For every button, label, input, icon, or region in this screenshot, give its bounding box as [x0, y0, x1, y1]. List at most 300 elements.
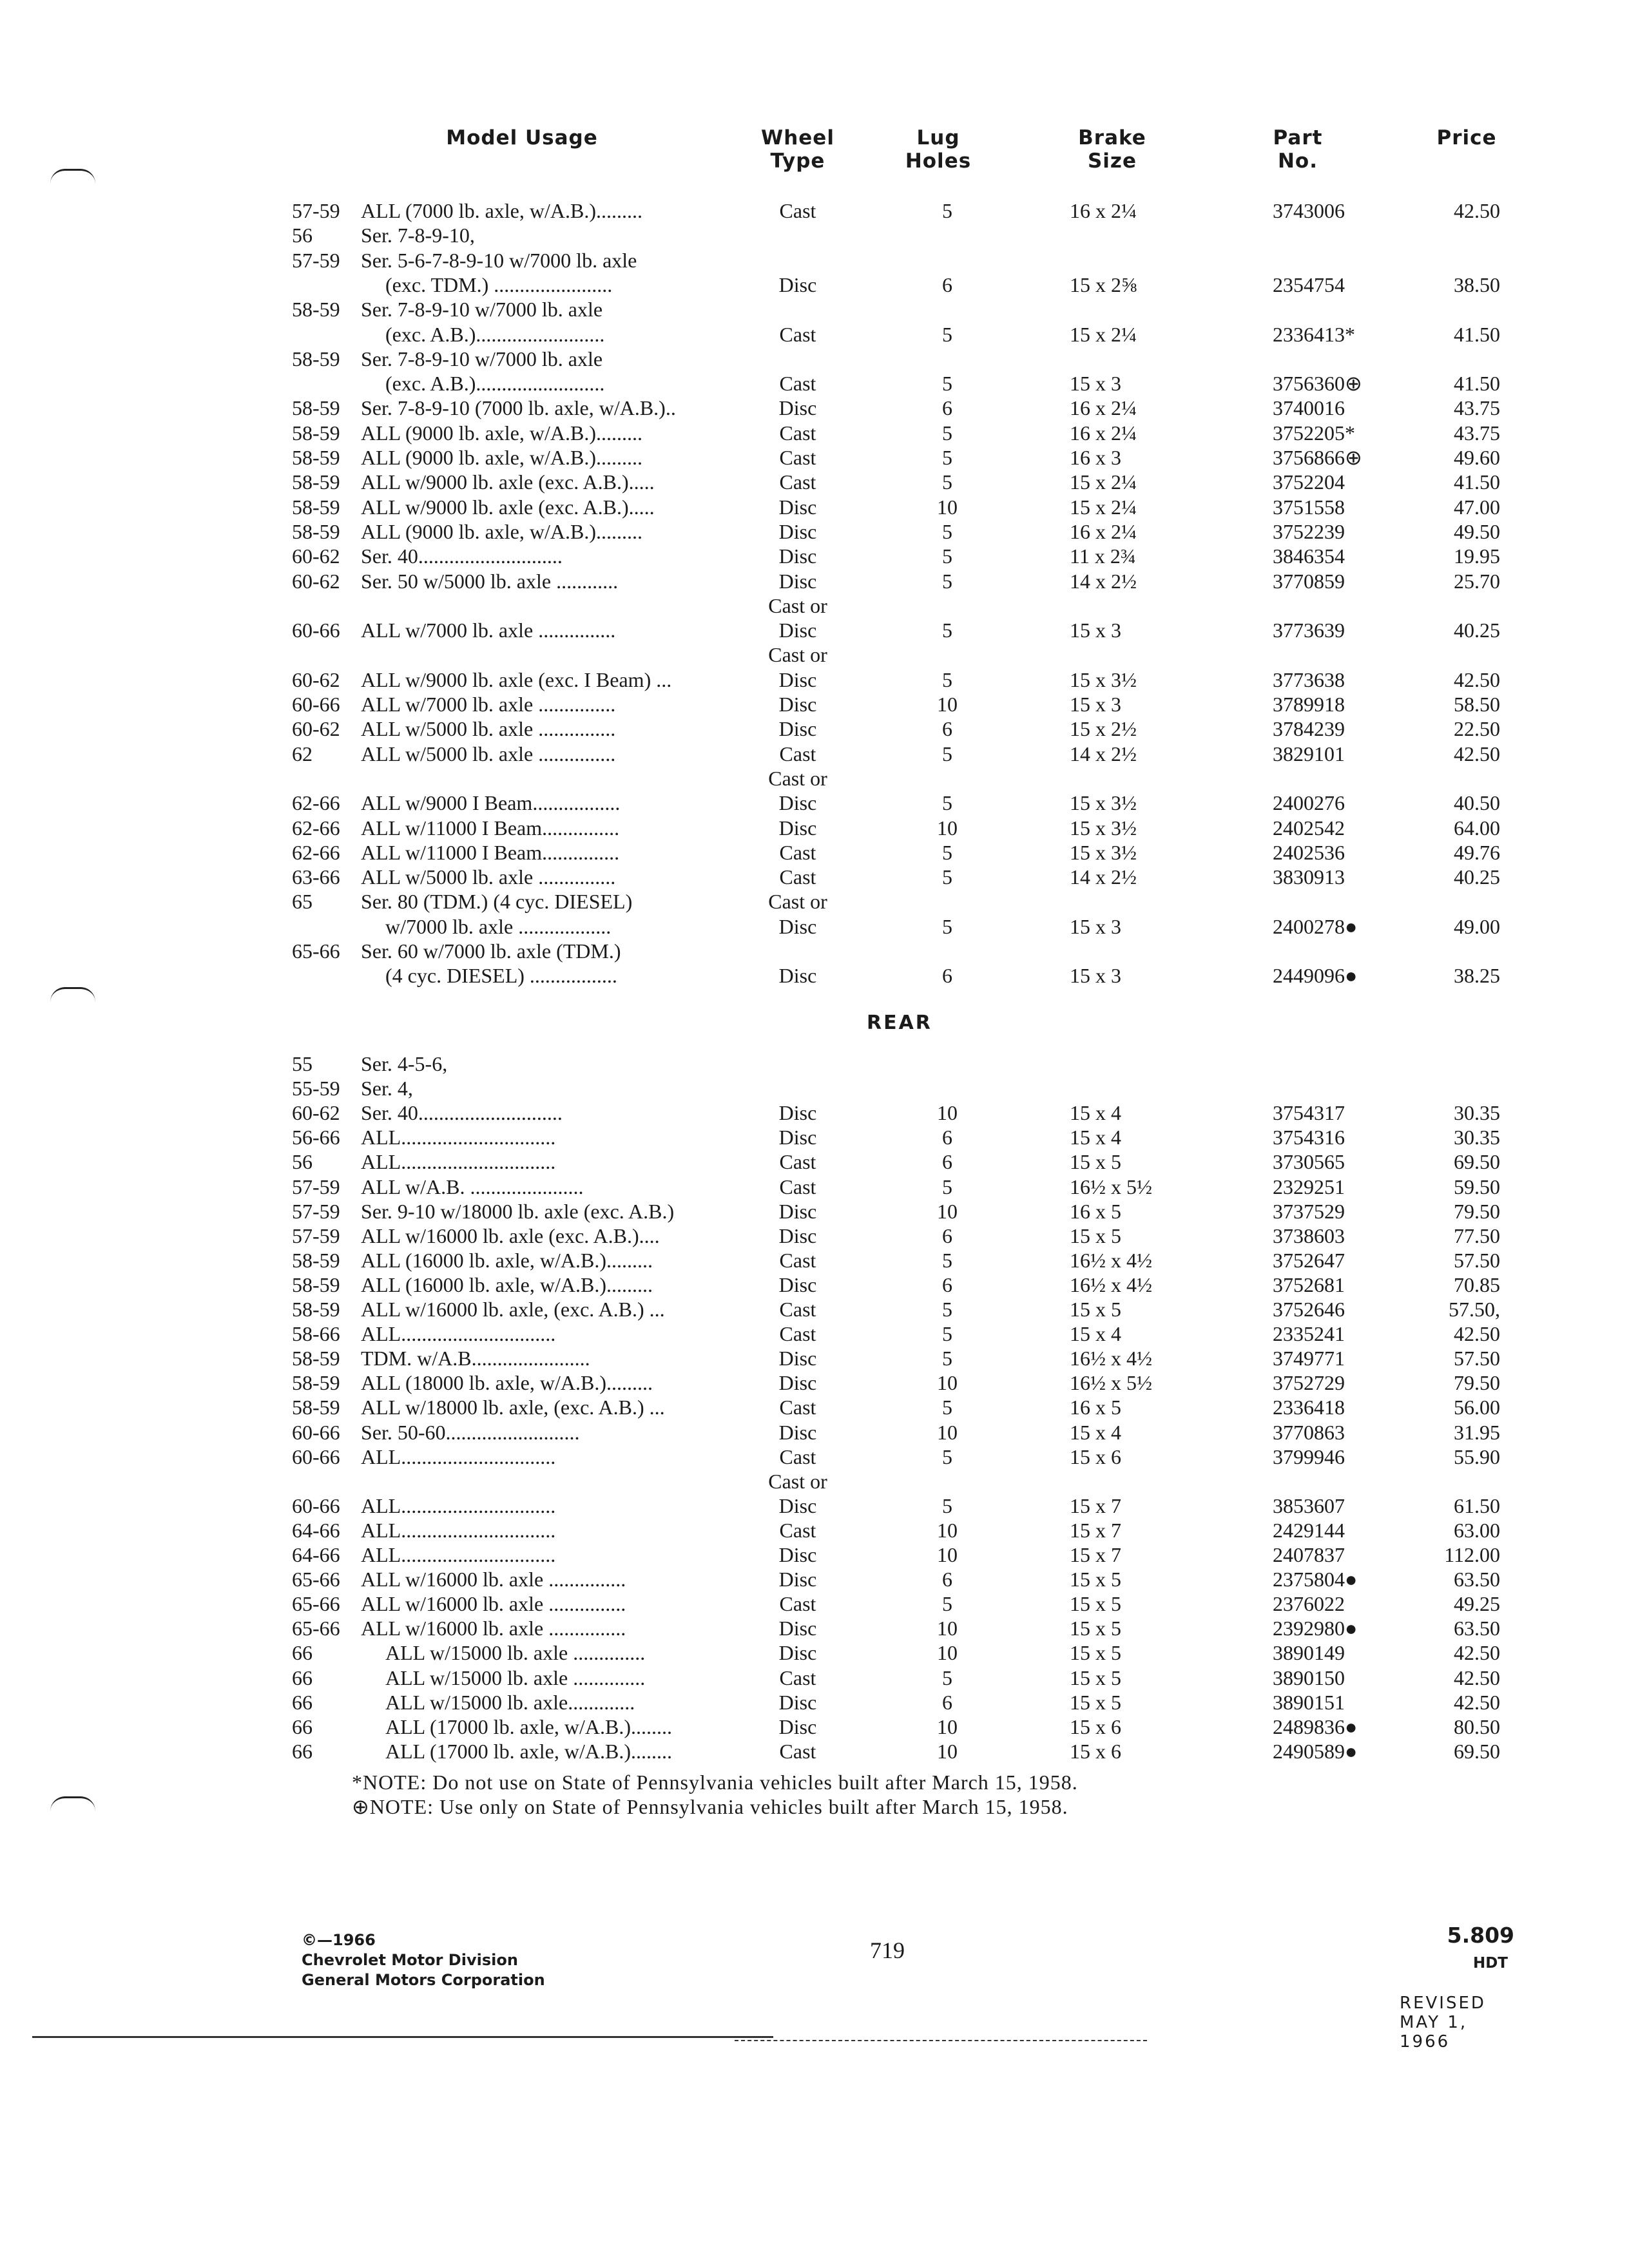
price-cell: 58.50	[1454, 693, 1500, 716]
bottom-rule	[32, 2036, 773, 2038]
part-number-cell: 2335241	[1273, 1322, 1345, 1346]
model-year-cell: 57-59	[292, 1199, 340, 1223]
price-cell: 38.25	[1454, 964, 1500, 988]
section-title-rear: REAR	[867, 1012, 932, 1034]
note-row	[0, 1794, 1629, 1819]
table-row	[0, 1518, 1629, 1542]
wheel-type-cell: Disc	[778, 1543, 817, 1566]
wheel-type-cell: Disc	[778, 396, 817, 420]
part-number-cell: 2407837	[1273, 1543, 1345, 1566]
price-cell: 42.50	[1454, 1322, 1500, 1346]
wheel-type-cell: Disc	[778, 1568, 817, 1591]
model-usage-cell: (4 cyc. DIESEL) .................	[385, 964, 617, 988]
price-cell: 43.75	[1454, 396, 1500, 420]
price-cell: 63.50	[1454, 1568, 1500, 1591]
brake-size-cell: 15 x 3	[1070, 693, 1121, 716]
part-number-cell: 3752729	[1273, 1371, 1345, 1395]
brake-size-cell: 15 x 5	[1070, 1641, 1121, 1665]
brake-size-cell: 15 x 4	[1070, 1126, 1121, 1149]
brake-size-cell: 11 x 2¾	[1070, 544, 1136, 568]
lug-holes-cell: 10	[937, 1739, 958, 1763]
model-usage-cell: Ser. 40............................	[361, 1101, 563, 1125]
lug-holes-cell: 5	[942, 1445, 952, 1468]
model-usage-cell: ALL w/16000 lb. axle ...............	[361, 1617, 626, 1640]
price-cell: 47.00	[1454, 495, 1500, 519]
wheel-type-cell: Cast or	[768, 890, 827, 914]
table-row	[0, 840, 1629, 865]
brake-size-cell: 15 x 5	[1070, 1568, 1121, 1591]
price-cell: 63.50	[1454, 1617, 1500, 1640]
table-row	[0, 816, 1629, 840]
table-row	[0, 1715, 1629, 1739]
lug-holes-cell: 5	[942, 1248, 952, 1272]
model-year-cell: 58-59	[292, 470, 340, 494]
brake-size-cell: 14 x 2½	[1070, 742, 1137, 765]
wheel-type-cell: Cast	[779, 865, 816, 889]
model-year-cell: 65	[292, 890, 313, 914]
wheel-type-cell: Cast	[779, 1175, 816, 1198]
wheel-type-cell: Cast	[779, 1445, 816, 1468]
table-row	[0, 1321, 1629, 1346]
table-row	[0, 1542, 1629, 1567]
price-cell: 55.90	[1454, 1445, 1500, 1468]
wheel-type-cell: Disc	[778, 914, 817, 938]
brake-size-cell: 15 x 5	[1070, 1666, 1121, 1689]
bottom-rule-faint	[735, 2040, 1147, 2041]
table-row	[0, 692, 1629, 716]
model-year-cell: 58-59	[292, 396, 340, 420]
model-year-cell: 65-66	[292, 939, 340, 963]
part-number-cell: 2400278●	[1273, 914, 1358, 938]
price-cell: 42.50	[1454, 199, 1500, 222]
wheel-type-cell: Cast or	[768, 1469, 827, 1493]
brake-size-cell: 15 x 5	[1070, 1617, 1121, 1640]
model-usage-cell: Ser. 4,	[361, 1077, 413, 1100]
wheel-type-cell: Cast	[779, 372, 816, 396]
header-part-no: Part No.	[1273, 126, 1323, 173]
model-usage-cell: ALL w/16000 lb. axle, (exc. A.B.) ...	[361, 1298, 665, 1321]
brake-size-cell: 16 x 2¼	[1070, 199, 1137, 222]
lug-holes-cell: 10	[937, 1371, 958, 1395]
price-cell: 57.50	[1454, 1347, 1500, 1370]
model-year-cell: 66	[292, 1641, 313, 1665]
table-row	[0, 371, 1629, 396]
model-usage-cell: ALL w/15000 lb. axle.............	[385, 1690, 635, 1714]
wheel-type-cell: Disc	[778, 791, 817, 815]
table-row	[0, 322, 1629, 347]
price-cell: 57.50,	[1449, 1298, 1500, 1321]
wheel-type-cell: Disc	[778, 1617, 817, 1640]
model-year-cell: 55	[292, 1052, 313, 1075]
table-row	[0, 865, 1629, 889]
model-usage-cell: ALL (9000 lb. axle, w/A.B.).........	[361, 446, 642, 469]
price-cell: 61.50	[1454, 1494, 1500, 1517]
lug-holes-cell: 5	[942, 322, 952, 346]
wheel-type-cell: Disc	[778, 519, 817, 543]
brake-size-cell: 15 x 3	[1070, 964, 1121, 988]
table-row	[0, 1297, 1629, 1321]
table-row	[0, 618, 1629, 642]
price-cell: 49.60	[1454, 446, 1500, 469]
wheel-type-cell: Cast	[779, 1518, 816, 1542]
wheel-type-cell: Cast	[779, 421, 816, 445]
part-number-cell: 3773639	[1273, 619, 1345, 642]
model-usage-cell: Ser. 40............................	[361, 544, 563, 568]
lug-holes-cell: 5	[942, 914, 952, 938]
table-row	[0, 1640, 1629, 1665]
brake-size-cell: 15 x 2¼	[1070, 495, 1137, 519]
part-number-cell: 3752205*	[1273, 421, 1355, 445]
model-year-cell: 56-66	[292, 1126, 340, 1149]
price-cell: 79.50	[1454, 1199, 1500, 1223]
part-number-cell: 3770863	[1273, 1420, 1345, 1444]
brake-size-cell: 16 x 5	[1070, 1396, 1121, 1419]
wheel-type-cell: Cast	[779, 1592, 816, 1616]
model-year-cell: 60-62	[292, 544, 340, 568]
model-usage-cell: Ser. 7-8-9-10 w/7000 lb. axle	[361, 347, 603, 370]
part-number-cell: 2375804●	[1273, 1568, 1358, 1591]
model-year-cell: 58-59	[292, 298, 340, 322]
header-brake-size: Brake Size	[1078, 126, 1146, 173]
brake-size-cell: 15 x 3½	[1070, 840, 1137, 864]
model-year-cell: 62	[292, 742, 313, 765]
publisher-block	[302, 1930, 545, 1990]
table-row	[0, 1494, 1629, 1518]
table-row	[0, 544, 1629, 568]
model-usage-cell: ALL (18000 lb. axle, w/A.B.).........	[361, 1371, 653, 1395]
model-usage-cell: ALL..............................	[361, 1322, 556, 1346]
model-year-cell: 60-62	[292, 1101, 340, 1125]
brake-size-cell: 15 x 3½	[1070, 668, 1137, 691]
model-usage-cell: ALL w/7000 lb. axle ...............	[361, 619, 616, 642]
model-usage-cell: Ser. 50 w/5000 lb. axle ............	[361, 569, 619, 593]
lug-holes-cell: 5	[942, 1298, 952, 1321]
table-row	[0, 1052, 1629, 1076]
lug-holes-cell: 5	[942, 668, 952, 691]
model-usage-cell: Ser. 50-60..........................	[361, 1420, 580, 1444]
table-row	[0, 1739, 1629, 1763]
part-number-cell: 3770859	[1273, 569, 1345, 593]
wheel-type-cell: Disc	[778, 693, 817, 716]
model-year-cell: 66	[292, 1739, 313, 1763]
table-row	[0, 1370, 1629, 1395]
lug-holes-cell: 10	[937, 1518, 958, 1542]
brake-size-cell: 16½ x 4½	[1070, 1273, 1152, 1296]
part-number-cell: 3830913	[1273, 865, 1345, 889]
part-number-cell: 3751558	[1273, 495, 1345, 519]
part-number-cell: 2490589●	[1273, 1739, 1358, 1763]
brake-size-cell: 14 x 2½	[1070, 569, 1137, 593]
price-cell: 42.50	[1454, 742, 1500, 765]
model-year-cell: 60-62	[292, 569, 340, 593]
price-cell: 30.35	[1454, 1126, 1500, 1149]
part-number-cell: 3752681	[1273, 1273, 1345, 1296]
model-usage-cell: ALL..............................	[361, 1126, 556, 1149]
model-year-cell: 57-59	[292, 199, 340, 222]
price-cell: 31.95	[1454, 1420, 1500, 1444]
table-row	[0, 470, 1629, 494]
model-usage-cell: ALL w/7000 lb. axle ...............	[361, 693, 616, 716]
wheel-type-cell: Cast	[779, 1396, 816, 1419]
brake-size-cell: 15 x 7	[1070, 1494, 1121, 1517]
punch-hole-mark	[50, 987, 95, 1002]
wheel-type-cell: Disc	[778, 619, 817, 642]
model-usage-cell: ALL w/16000 lb. axle ...............	[361, 1592, 626, 1616]
model-year-cell: 60-62	[292, 717, 340, 741]
model-usage-cell: Ser. 60 w/7000 lb. axle (TDM.)	[361, 939, 621, 963]
lug-holes-cell: 5	[942, 742, 952, 765]
wheel-type-cell: Cast or	[768, 593, 827, 617]
part-number-cell: 3730565	[1273, 1150, 1345, 1174]
brake-size-cell: 16 x 2¼	[1070, 421, 1137, 445]
model-year-cell: 56	[292, 224, 313, 247]
wheel-type-cell: Cast	[779, 1739, 816, 1763]
table-row	[0, 396, 1629, 420]
model-usage-cell: ALL w/18000 lb. axle, (exc. A.B.) ...	[361, 1396, 665, 1419]
model-year-cell: 58-59	[292, 519, 340, 543]
lug-holes-cell: 5	[942, 544, 952, 568]
lug-holes-cell: 10	[937, 495, 958, 519]
brake-size-cell: 15 x 5	[1070, 1224, 1121, 1247]
model-usage-cell: (exc. A.B.).........................	[385, 322, 605, 346]
model-usage-cell: ALL w/11000 I Beam...............	[361, 840, 620, 864]
table-row	[0, 939, 1629, 963]
table-row	[0, 1690, 1629, 1715]
part-number-cell: 3752646	[1273, 1298, 1345, 1321]
model-usage-cell: ALL (9000 lb. axle, w/A.B.).........	[361, 519, 642, 543]
table-row	[0, 495, 1629, 519]
model-year-cell: 58-59	[292, 1273, 340, 1296]
price-cell: 49.25	[1454, 1592, 1500, 1616]
table-row	[0, 716, 1629, 741]
lug-holes-cell: 5	[942, 1175, 952, 1198]
wheel-type-cell: Disc	[778, 1224, 817, 1247]
model-year-cell: 65-66	[292, 1617, 340, 1640]
part-number-cell: 2449096●	[1273, 964, 1358, 988]
price-cell: 43.75	[1454, 421, 1500, 445]
table-row	[0, 1591, 1629, 1616]
brake-size-cell: 15 x 5	[1070, 1592, 1121, 1616]
model-usage-cell: Ser. 9-10 w/18000 lb. axle (exc. A.B.)	[361, 1199, 675, 1223]
wheel-type-cell: Disc	[778, 1690, 817, 1714]
part-number-cell: 2402536	[1273, 840, 1345, 864]
model-usage-cell: ALL (16000 lb. axle, w/A.B.).........	[361, 1273, 653, 1296]
part-number-cell: 3740016	[1273, 396, 1345, 420]
brake-size-cell: 16½ x 4½	[1070, 1248, 1152, 1272]
part-number-cell: 3784239	[1273, 717, 1345, 741]
model-usage-cell: ALL..............................	[361, 1518, 556, 1542]
table-row	[0, 1199, 1629, 1224]
table-row	[0, 1567, 1629, 1591]
part-number-cell: 2489836●	[1273, 1715, 1358, 1738]
division-line: Chevrolet Motor Division	[302, 1951, 518, 1969]
model-usage-cell: TDM. w/A.B.......................	[361, 1347, 590, 1370]
wheel-type-cell: Disc	[778, 1641, 817, 1665]
part-number-cell: 2336413*	[1273, 322, 1355, 346]
lug-holes-cell: 6	[942, 1224, 952, 1247]
part-number-cell: 3789918	[1273, 693, 1345, 716]
model-usage-cell: ALL w/A.B. ......................	[361, 1175, 584, 1198]
brake-size-cell: 16 x 3	[1070, 446, 1121, 469]
lug-holes-cell: 5	[942, 1347, 952, 1370]
brake-size-cell: 15 x 2½	[1070, 717, 1137, 741]
model-year-cell: 58-59	[292, 1298, 340, 1321]
model-usage-cell: Ser. 7-8-9-10 (7000 lb. axle, w/A.B.)..	[361, 396, 676, 420]
lug-holes-cell: 6	[942, 717, 952, 741]
punch-hole-mark	[50, 169, 95, 184]
model-year-cell: 57-59	[292, 248, 340, 272]
table-row	[0, 198, 1629, 223]
wheel-type-cell: Disc	[778, 1371, 817, 1395]
lug-holes-cell: 10	[937, 1101, 958, 1125]
lug-holes-cell: 5	[942, 1494, 952, 1517]
table-row	[0, 742, 1629, 766]
model-year-cell: 58-59	[292, 347, 340, 370]
model-usage-cell: ALL w/16000 lb. axle ...............	[361, 1568, 626, 1591]
wheel-type-cell: Disc	[778, 1199, 817, 1223]
price-cell: 80.50	[1454, 1715, 1500, 1738]
lug-holes-cell: 10	[937, 1420, 958, 1444]
price-cell: 63.00	[1454, 1518, 1500, 1542]
model-year-cell: 58-59	[292, 1248, 340, 1272]
lug-holes-cell: 10	[937, 1199, 958, 1223]
part-number-cell: 3743006	[1273, 199, 1345, 222]
part-number-cell: 2354754	[1273, 273, 1345, 296]
lug-holes-cell: 10	[937, 1715, 958, 1738]
model-usage-cell: ALL w/11000 I Beam...............	[361, 816, 620, 840]
wheel-type-cell: Cast	[779, 322, 816, 346]
price-cell: 42.50	[1454, 1666, 1500, 1689]
model-year-cell: 65-66	[292, 1568, 340, 1591]
header-price: Price	[1436, 126, 1497, 149]
model-usage-cell: ALL (17000 lb. axle, w/A.B.)........	[385, 1715, 672, 1738]
model-year-cell: 58-59	[292, 1347, 340, 1370]
model-usage-cell: ALL w/16000 lb. axle (exc. A.B.)....	[361, 1224, 660, 1247]
model-year-cell: 65-66	[292, 1592, 340, 1616]
model-usage-cell: ALL (7000 lb. axle, w/A.B.).........	[361, 199, 642, 222]
table-row	[0, 297, 1629, 322]
model-usage-cell: Ser. 4-5-6,	[361, 1052, 448, 1075]
wheel-type-cell: Disc	[778, 668, 817, 691]
wheel-type-cell: Disc	[778, 1347, 817, 1370]
lug-holes-cell: 6	[942, 273, 952, 296]
model-usage-cell: ALL..............................	[361, 1445, 556, 1468]
price-cell: 40.25	[1454, 619, 1500, 642]
model-year-cell: 66	[292, 1666, 313, 1689]
brake-size-cell: 15 x 4	[1070, 1420, 1121, 1444]
price-cell: 57.50	[1454, 1248, 1500, 1272]
price-cell: 40.50	[1454, 791, 1500, 815]
header-wheel-type: Wheel Type	[761, 126, 834, 173]
part-number-cell: 2329251	[1273, 1175, 1345, 1198]
brake-size-cell: 15 x 5	[1070, 1298, 1121, 1321]
model-usage-cell: ALL..............................	[361, 1543, 556, 1566]
price-cell: 42.50	[1454, 668, 1500, 691]
lug-holes-cell: 5	[942, 619, 952, 642]
model-year-cell: 57-59	[292, 1224, 340, 1247]
price-cell: 38.50	[1454, 273, 1500, 296]
part-number-cell: 3752647	[1273, 1248, 1345, 1272]
model-year-cell: 58-66	[292, 1322, 340, 1346]
model-usage-cell: ALL..............................	[361, 1150, 556, 1174]
lug-holes-cell: 5	[942, 569, 952, 593]
table-row	[0, 1149, 1629, 1174]
lug-holes-cell: 6	[942, 964, 952, 988]
table-row	[0, 569, 1629, 593]
lug-holes-cell: 5	[942, 791, 952, 815]
wheel-type-cell: Disc	[778, 1494, 817, 1517]
table-row	[0, 1248, 1629, 1273]
wheel-type-cell: Disc	[778, 717, 817, 741]
table-row	[0, 1346, 1629, 1370]
table-row	[0, 1395, 1629, 1419]
brake-size-cell: 15 x 2¼	[1070, 322, 1137, 346]
table-row	[0, 791, 1629, 815]
model-usage-cell: Ser. 7-8-9-10,	[361, 224, 475, 247]
price-cell: 69.50	[1454, 1739, 1500, 1763]
lug-holes-cell: 6	[942, 1150, 952, 1174]
page-number: 719	[870, 1937, 905, 1963]
part-number-cell: 2336418	[1273, 1396, 1345, 1419]
price-cell: 49.00	[1454, 914, 1500, 938]
part-number-cell: 3799946	[1273, 1445, 1345, 1468]
model-year-cell: 58-59	[292, 1396, 340, 1419]
model-usage-cell: ALL w/15000 lb. axle ..............	[385, 1666, 646, 1689]
part-number-cell: 3738603	[1273, 1224, 1345, 1247]
model-year-cell: 60-66	[292, 693, 340, 716]
model-usage-cell: (exc. A.B.).........................	[385, 372, 605, 396]
model-year-cell: 58-59	[292, 1371, 340, 1395]
lug-holes-cell: 5	[942, 372, 952, 396]
brake-size-cell: 15 x 3	[1070, 372, 1121, 396]
model-usage-cell: ALL w/9000 I Beam.................	[361, 791, 621, 815]
brake-size-cell: 15 x 2¼	[1070, 470, 1137, 494]
model-year-cell: 64-66	[292, 1518, 340, 1542]
model-year-cell: 63-66	[292, 865, 340, 889]
part-number-cell: 3829101	[1273, 742, 1345, 765]
brake-size-cell: 15 x 7	[1070, 1518, 1121, 1542]
model-year-cell: 60-62	[292, 668, 340, 691]
model-year-cell: 57-59	[292, 1175, 340, 1198]
lug-holes-cell: 10	[937, 1641, 958, 1665]
brake-size-cell: 15 x 3½	[1070, 791, 1137, 815]
part-number-cell: 3890149	[1273, 1641, 1345, 1665]
price-cell: 41.50	[1454, 322, 1500, 346]
model-year-cell: 56	[292, 1150, 313, 1174]
price-cell: 79.50	[1454, 1371, 1500, 1395]
price-cell: 25.70	[1454, 569, 1500, 593]
wheel-type-cell: Cast or	[768, 643, 827, 667]
lug-holes-cell: 6	[942, 1690, 952, 1714]
wheel-type-cell: Cast or	[768, 766, 827, 790]
lug-holes-cell: 10	[937, 1543, 958, 1566]
section-number: 5.809	[1447, 1923, 1514, 1948]
model-year-cell: 58-59	[292, 495, 340, 519]
model-usage-cell: Ser. 80 (TDM.) (4 cyc. DIESEL)	[361, 890, 633, 914]
wheel-type-cell: Disc	[778, 273, 817, 296]
note-not-pennsylvania: *NOTE: Do not use on State of Pennsylvania vehicles built after March 15, 1958.	[352, 1771, 1078, 1794]
table-row	[0, 914, 1629, 939]
brake-size-cell: 15 x 3	[1070, 914, 1121, 938]
model-usage-cell: (exc. TDM.) .......................	[385, 273, 613, 296]
lug-holes-cell: 5	[942, 1322, 952, 1346]
model-usage-cell: ALL w/9000 lb. axle (exc. I Beam) ...	[361, 668, 672, 691]
price-cell: 49.50	[1454, 519, 1500, 543]
model-year-cell: 62-66	[292, 791, 340, 815]
brake-size-cell: 15 x 4	[1070, 1322, 1121, 1346]
table-row	[0, 1076, 1629, 1100]
lug-holes-cell: 5	[942, 865, 952, 889]
